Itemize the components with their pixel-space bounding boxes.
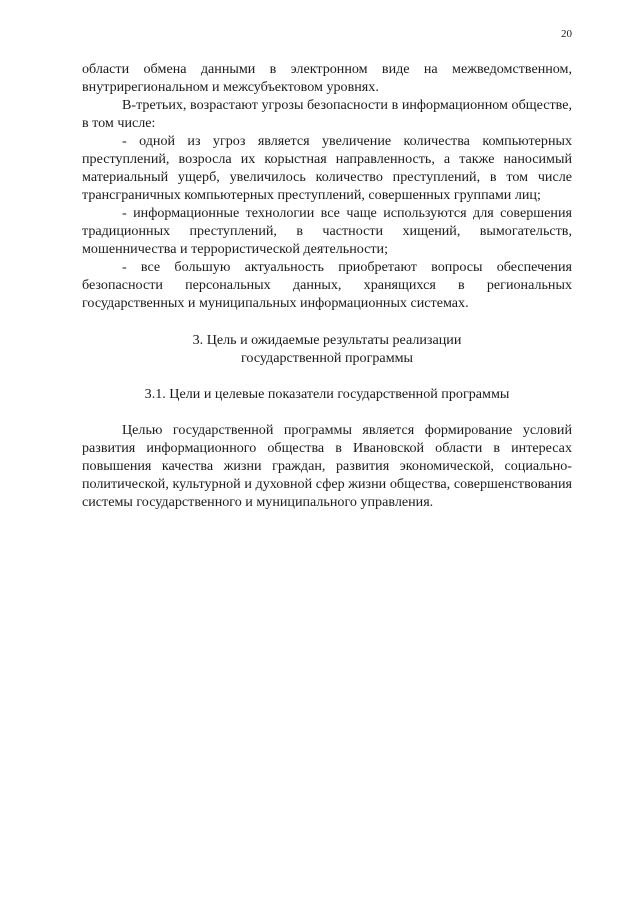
section-heading-line-2: государственной программы xyxy=(241,350,413,366)
page-number: 20 xyxy=(561,28,572,40)
paragraph-intro-continuation: области обмена данными в электронном виде на межведомственном, внутрирегиональном и межсубъектовом уровнях. xyxy=(82,61,572,95)
document-body xyxy=(82,60,572,511)
paragraph-program-goal: Целью государственной программы является формирование условий развития информационного общества в Ивановской области в интересах повышения качества жизни граждан, развития экономической, социально-политической, культурной и духовной сфер жизни общества, совершенствования системы государственного и муниципального управления. xyxy=(82,422,572,510)
subsection-heading: 3.1. Цели и целевые показатели государственной программы xyxy=(144,386,510,402)
bullet-personal-data: - все большую актуальность приобретают вопросы обеспечения безопасности персональных данных, хранящихся в региональных государственных и муниципальных информационных системах. xyxy=(82,259,572,311)
bullet-traditional-crimes: - информационные технологии все чаще используются для совершения традиционных преступлений, в частности хищений, вымогательств, мошенничества и террористической деятельности; xyxy=(82,205,572,257)
section-heading-line-1: 3. Цель и ожидаемые результаты реализации xyxy=(192,332,462,348)
section-heading xyxy=(82,331,572,367)
paragraph-third-threats: В-третьих, возрастают угрозы безопасности в информационном обществе, в том числе: xyxy=(82,97,572,131)
bullet-computer-crimes: - одной из угроз является увеличение количества компьютерных преступлений, возросла их корыстная направленность, а также наносимый материальный ущерб, увеличилось количество преступлений, в том числе трансграничных компьютерных преступлений, совершенных группами лиц; xyxy=(82,133,572,203)
